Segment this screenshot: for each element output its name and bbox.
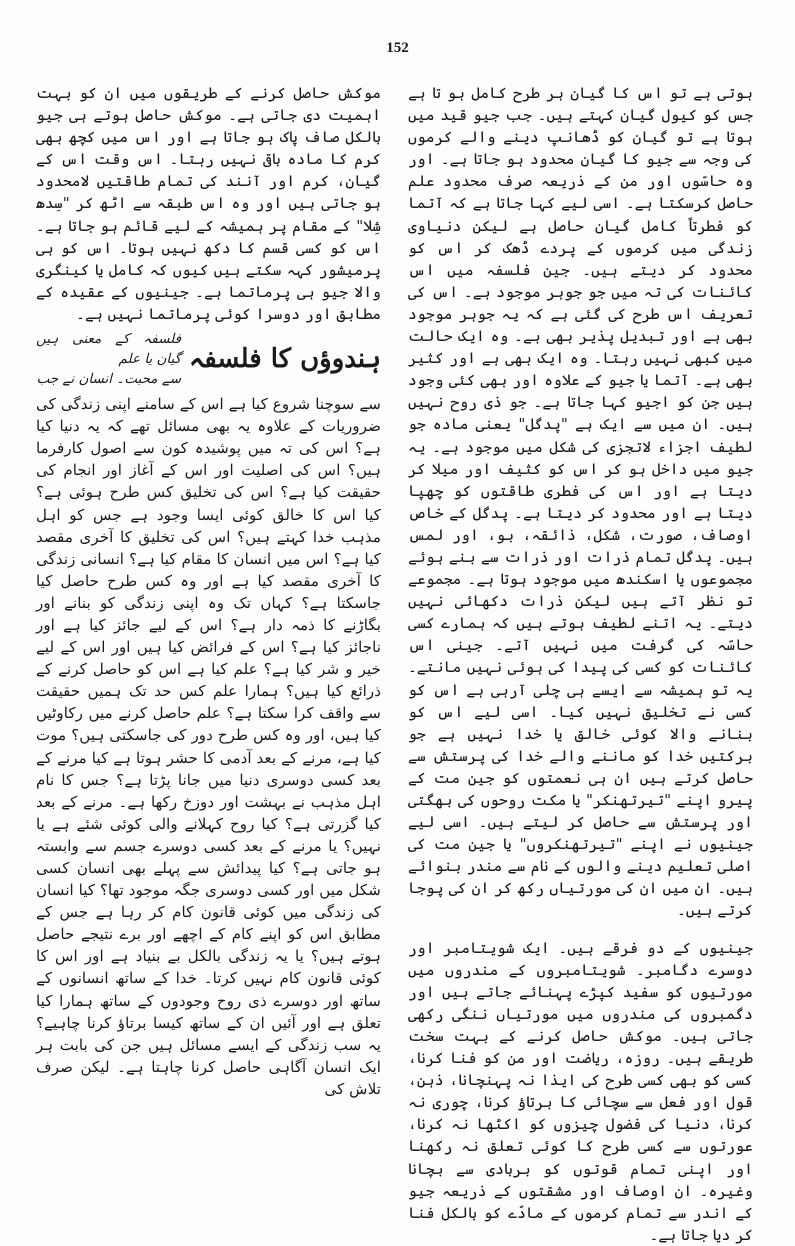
- paragraph-gap: [408, 925, 753, 937]
- paragraph: سے سوچنا شروع کیا ہے اس کے سامنے اپنی زندگی کی ضروریات کے علاوہ یہ بھی مسائل تھے کہ یہ دنیا کیا ہے؟ اس کی تہ میں پوشیدہ کون سے اصول کارفرما ہیں؟ اس کی اصلیت اور اس کے آغاز اور انجام کی حقیقت کیا ہے؟ اس کی تخلیق کس طرح ہوئی ہے؟ کیا اس کا خالق کوئی ایسا وجود ہے جس کو اہل مذہب خدا کہتے ہیں؟ اس کی تخلیق کا آخری مقصد کیا ہے؟ اس میں انسان کا مقام کیا ہے؟ انسانی زندگی کا آخری مقصد کیا ہے اور وہ کس طرح حاصل کیا جاسکتا ہے؟ کہاں تک وہ اپنی زندگی کو بنانے اور بگاڑنے کا ذمہ دار ہے؟ اس کے لیے جائز کیا ہے اور ناجائز کیا ہے؟ اس کے فرائض کیا ہیں اور اس کے لیے خیر و شر کیا ہے؟ علم کیا ہے اس کو حاصل کرنے کے ذرائع کیا ہیں؟ ہمارا علم کس حد تک ہمیں حقیقت سے واقف کرا سکتا ہے؟ علم حاصل کرنے میں رکاوٹیں کیا ہیں، اور وہ کس طرح دور کی جاسکتی ہیں؟ موت کیا ہے، مرنے کے بعد آدمی کا حشر ہوتا ہے کیا مرنے کے بعد کسی دوسری دنیا میں جانا پڑتا ہے؟ جس کا نام اہل مذہب نے بہشت اور دوزخ رکھا ہے۔ مرنے کے بعد کیا گزرتی ہے؟ کیا روح کہلانے والی کوئی شئے ہے یا نہیں؟ یا مرنے کے بعد کسی دوسرے جسم سے وابستہ ہو جاتی ہے؟ کیا پیدائش سے پہلے بھی انسان کسی شکل میں اور کسی دوسری جگہ موجود تھا؟ کیا انسان کی زندگی میں کوئی قانون کام کر رہا ہے جس کے مطابق اس کو اپنے کام کے اچھے اور برے نتیجے حاصل ہوتے ہیں؟ یا یہ زندگی بالکل بے بنیاد ہے اور اس کا کوئی قانون کام نہیں کرتا۔ خدا کے ساتھ انسانوں کے ساتھ اور دوسرے ذی روح وجودوں کے ساتھ ہمارا کیا تعلق ہے اور آئیں ان کے ساتھ کیسا برتاؤ کرنا چاہیے؟ یہ سب زندگی کے ایسے مسائل ہیں جن کی بابت ہر ایک انسان آگاہی حاصل کرنا چاہتا ہے۔ لیکن صرف تلاش کی: [36, 395, 381, 1098]
- left-column: [36, 82, 381, 1098]
- paragraph: ہوتی ہے تو اس کا گیان ہر طرح کامل ہو تا ہے جس کو کیول گیان کہتے ہیں۔ جب جیو قید میں ہوتا ہے تو گیان کو ڈھانپ دینے والے کرموں کی وجہ سے جیو کا گیان محدود ہو جاتا ہے۔ اور وہ حاسّوں اور من کے ذریعہ صرف محدود علم حاصل کرسکتا ہے۔ اسی لیے کہا جاتا ہے کہ آتما کو فطرتاً کامل گیان حاصل ہے لیکن دنیاوی زندگی میں کرموں کے پردے ڈھک کر اس کو محدود کر دیتے ہیں۔ جین فلسفہ میں اس کائنات کی تہ میں جو جوہر موجود ہے۔ اس کی تعریف اس طرح کی گئی ہے کہ یہ جوہر موجود بھی ہے اور تبدیل پذیر بھی ہے۔ وہ ایک حالت میں کبھی نہیں رہتا۔ وہ ایک بھی ہے اور کثیر بھی ہے۔ آتما یا جیو کے علاوہ اور بھی کئی وجود ہیں جن کو اجیو کہا جاتا ہے۔ جو ذی روح نہیں ہیں۔ ان میں سے ایک ہے "پدگل" یعنی مادہ جو لطیف اجزاء لاتجزی کی شکل میں موجود ہے۔ یہ جیو میں داخل ہو کر اس کو کثیف اور میلا کر دیتا ہے اور اس کی فطری طاقتوں کو چھپا دیتا ہے اور محدود کر دیتا ہے۔ پدگل کے خاص اوصاف، صورت، شکل، ذائقہ، بو، اور لمس ہیں۔ پدگل تمام ذرات اور ذرات سے بنے ہوئے مجموعوں یا اسکندھ میں موجود ہوتا ہے۔ مجموعے تو نظر آتے ہیں لیکن ذرات دکھائی نہیں دیتے۔ یہ اتنے لطیف ہوتے ہیں کہ ہمارے کسی حاسّہ کی گرفت میں نہیں آتے۔ جینی اس کائنات کو کسی کی پیدا کی ہوئی نہیں مانتے۔ یہ تو ہمیشہ سے ایسے ہی چلی آرہی ہے اس کو کسی نے تخلیق نہیں کیا۔ اسی لیے اس کو بنانے والا کوئی خالق یا خدا نہیں ہے جو برکتیں خدا کو ماننے والے خدا کی پرستش سے حاصل کرتے ہیں ان ہی نعمتوں کو جین مت کے پیرو اپنے "تیرتھنکر" یا مکت روحوں کی بھگتی اور پرستش سے حاصل کر لیتے ہیں۔ اسی لیے جینیوں نے اپنے "تیرتھنکروں" یا جین مت کی اصلی تعلیم دینے والوں کے نام سے مندر بنوائے ہیں۔ ان میں ان کی مورتیاں رکھ کر ان کی پوجا کرتے ہیں۔: [408, 84, 753, 920]
- section-heading: ہندوؤں کا فلسفہ: [189, 344, 381, 375]
- right-column: [408, 82, 753, 1244]
- page-number: 152: [386, 40, 409, 56]
- heading-side-text: [36, 329, 181, 389]
- paragraph: موکش حاصل کرنے کے طریقوں میں ان کو بہت اہمیت دی جاتی ہے۔ موکش حاصل ہوتے ہی جیو بالکل صاف پاک ہو جاتا ہے اور اس میں کچھ بھی کرم کا مادہ باقی نہیں رہتا۔ اس وقت اس کے گیان، کرم اور آنند کی تمام طاقتیں لامحدود ہو جاتی ہیں اور وہ اس طبقہ سے اٹھ کر "سِدھ شِلا" کے مقام پر ہمیشہ کے لیے قائم ہو جاتا ہے۔ اس کو کسی قسم کا دکھ نہیں ہوتا۔ اس کو ہی پرمیشور کہہ سکتے ہیں کیوں کہ کامل یا کینگری والا جیو ہی پرماتما ہے۔ جینیوں کے عقیدہ کے مطابق اور دوسرا کوئی پرماتما نہیں ہے۔: [36, 84, 381, 323]
- heading-side-line: سے محبت۔ انسان نے جب: [36, 371, 182, 388]
- section-heading-row: [36, 329, 381, 389]
- paragraph: جینیوں کے دو فرقے ہیں۔ ایک شویتامبر اور دوسرے دگامبر۔ شویتامبروں کے مندروں میں مورتیوں کو سفید کپڑے پہنائے جاتے ہیں اور دگمبروں کی مندروں میں مورتیاں ننگی رکھی جاتی ہیں۔ موکش حاصل کرنے کے بہت سخت طریقے ہیں۔ روزہ، ریاضت اور من کو فنا کرنا، کسی کو بھی کسی طرح کی ایذا نہ پہنچانا، ذہن، قول اور فعل سے سچائی کا برتاؤ کرنا، چوری نہ کرنا، دنیا کی فضول چیزوں کو اکٹھا نہ کرنا، عورتوں سے کسی طرح کا کوئی تعلق نہ رکھنا اور اپنی تمام قوتوں کو بربادی سے بچانا وغیرہ۔ ان اوصاف اور مشقتوں کے ذریعہ جیو کے اندر سے تمام کرموں کے مادّے کو بالکل فنا کر دیا جاتا ہے۔: [408, 938, 753, 1244]
- heading-side-line: فلسفہ کے معنی ہیں گیان یا علم: [36, 331, 182, 368]
